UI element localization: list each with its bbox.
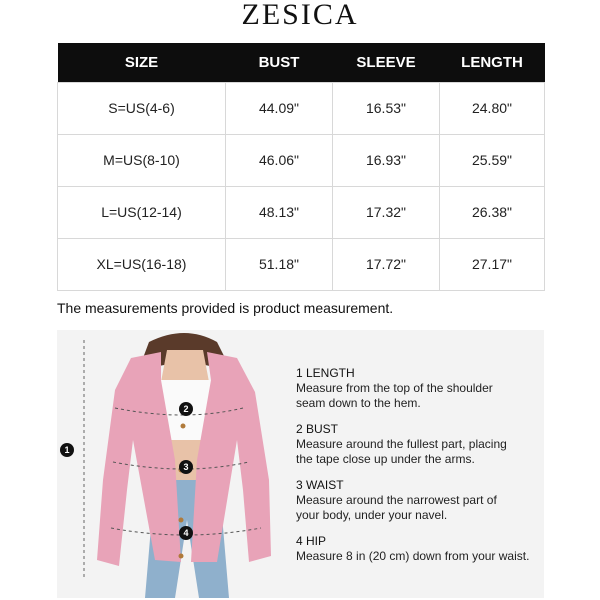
table-header-row <box>58 43 545 82</box>
cell-bust: 48.13" <box>226 186 333 238</box>
cell-length: 26.38" <box>440 186 545 238</box>
marker-bust-icon: 2 <box>179 402 193 416</box>
brand-logo: ZESICA <box>241 0 359 31</box>
cell-size: M=US(8-10) <box>58 134 226 186</box>
button-shape <box>181 424 186 429</box>
cell-size: S=US(4-6) <box>58 82 226 134</box>
cell-sleeve: 16.53" <box>333 82 440 134</box>
guide-item-waist <box>296 478 536 523</box>
measurement-photo-panel <box>57 330 544 598</box>
guide-desc: Measure around the fullest part, placing <box>296 437 507 451</box>
cell-sleeve: 17.72" <box>333 238 440 290</box>
guide-title: 1 LENGTH <box>296 366 355 380</box>
button-shape <box>179 518 184 523</box>
guide-title: 4 HIP <box>296 534 327 548</box>
neck-shape <box>161 350 209 382</box>
table-row <box>58 186 545 238</box>
marker-waist-icon: 3 <box>179 460 193 474</box>
cell-sleeve: 16.93" <box>333 134 440 186</box>
table-row <box>58 238 545 290</box>
measurement-guide <box>296 366 536 575</box>
cell-sleeve: 17.32" <box>333 186 440 238</box>
header-size: SIZE <box>58 43 226 82</box>
size-chart-table <box>57 43 545 291</box>
cell-length: 25.59" <box>440 134 545 186</box>
guide-title: 3 WAIST <box>296 478 344 492</box>
cell-bust: 51.18" <box>226 238 333 290</box>
guide-desc: seam down to the hem. <box>296 396 421 410</box>
cell-length: 24.80" <box>440 82 545 134</box>
model-illustration <box>57 330 287 598</box>
marker-length-icon: 1 <box>60 443 74 457</box>
guide-desc: your body, under your navel. <box>296 508 448 522</box>
header-bust: BUST <box>226 43 333 82</box>
guide-title: 2 BUST <box>296 422 339 436</box>
cell-size: L=US(12-14) <box>58 186 226 238</box>
measurement-note: The measurements provided is product measurement. <box>57 300 394 316</box>
guide-item-hip <box>296 534 536 564</box>
cell-size: XL=US(16-18) <box>58 238 226 290</box>
guide-item-bust <box>296 422 536 467</box>
table-row <box>58 134 545 186</box>
guide-item-length <box>296 366 536 411</box>
header-length: LENGTH <box>440 43 545 82</box>
header-sleeve: SLEEVE <box>333 43 440 82</box>
cell-length: 27.17" <box>440 238 545 290</box>
cell-bust: 44.09" <box>226 82 333 134</box>
guide-desc: Measure from the top of the shoulder <box>296 381 493 395</box>
guide-desc: Measure 8 in (20 cm) down from your waist. <box>296 549 530 563</box>
guide-desc: Measure around the narrowest part of <box>296 493 497 507</box>
marker-hip-icon: 4 <box>179 526 193 540</box>
cell-bust: 46.06" <box>226 134 333 186</box>
guide-desc: the tape close up under the arms. <box>296 452 475 466</box>
table-row <box>58 82 545 134</box>
button-shape <box>179 554 184 559</box>
